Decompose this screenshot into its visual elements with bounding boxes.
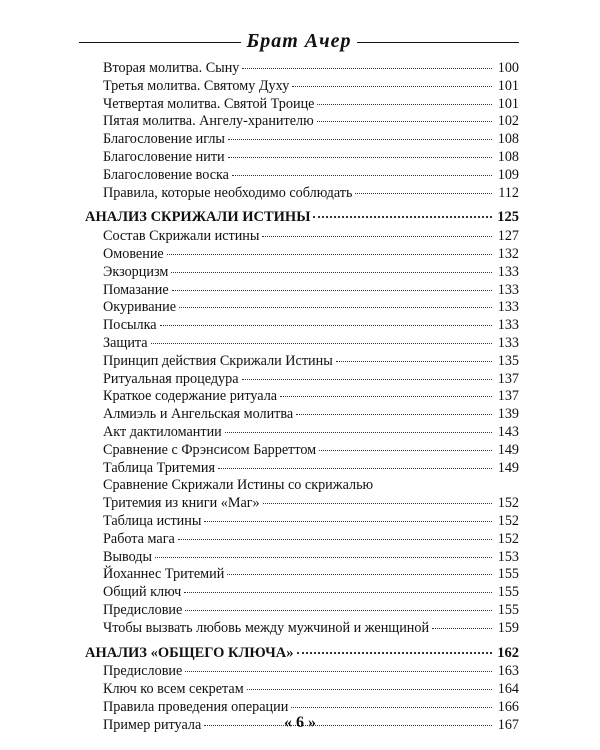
toc-section-entry[interactable] [85,645,519,663]
toc-entry[interactable] [85,663,519,681]
header-rule-right [357,42,519,43]
toc-entry[interactable] [85,335,519,353]
toc-entry-title: Предисловие [103,663,183,680]
dot-leader [185,670,492,672]
toc-entry[interactable] [85,131,519,149]
toc-entry-title: Чтобы вызвать любовь между мужчиной и женщиной [103,619,430,636]
toc-entry-page-number: 133 [497,317,519,334]
toc-entry-page-number: 108 [497,131,519,148]
toc-entry[interactable] [85,602,519,620]
toc-entry-title: Таблица Тритемия [103,459,215,476]
toc-entry-page-number: 167 [497,716,519,733]
dot-leader [262,235,492,237]
toc-entry-page-number: 155 [497,584,519,601]
toc-entry[interactable] [85,584,519,602]
toc-entry[interactable] [85,566,519,584]
dot-leader [313,215,492,218]
dot-leader [291,706,492,708]
toc-entry[interactable] [85,549,519,567]
dot-leader [185,609,492,611]
toc-entry[interactable] [85,495,519,513]
dot-leader [227,573,492,575]
toc-entry-page-number: 125 [497,209,519,226]
dot-leader [296,413,492,415]
toc-entry-page-number: 102 [497,113,519,130]
toc-entry-title: Состав Скрижали истины [103,228,260,245]
toc-entry-title: Ритуальная процедура [103,370,239,387]
toc-entry-page-number: 164 [497,681,519,698]
toc-entry-page-number: 133 [497,263,519,280]
toc-entry-page-number: 108 [497,148,519,165]
running-header [79,28,519,58]
dot-leader [171,271,492,273]
toc-entry-title: Благословение воска [103,166,229,183]
toc-entry-page-number: 132 [497,245,519,262]
dot-leader [228,156,492,158]
toc-section-entry[interactable] [85,209,519,227]
toc-entry-page-number: 139 [497,406,519,423]
toc-entry-title: Пример ритуала [103,716,202,733]
dot-leader [263,502,492,504]
dot-leader [297,651,492,654]
toc-entry-title: Пятая молитва. Ангелу-хранителю [103,113,314,130]
table-of-contents [85,60,519,734]
toc-entry[interactable] [85,317,519,335]
toc-entry[interactable] [85,406,519,424]
dot-leader [225,431,492,433]
toc-entry-title: Принцип действия Скрижали Истины [103,352,333,369]
dot-leader [184,591,492,593]
toc-entry[interactable] [85,78,519,96]
toc-entry-page-number: 149 [497,441,519,458]
dot-leader [317,103,492,105]
toc-entry[interactable] [85,388,519,406]
toc-entry[interactable] [85,513,519,531]
toc-entry-title: Четвертая молитва. Святой Троице [103,95,315,112]
toc-entry-page-number: 155 [497,566,519,583]
toc-entry[interactable] [85,620,519,638]
dot-leader [247,688,492,690]
toc-entry[interactable] [85,149,519,167]
toc-entry-page-number: 133 [497,299,519,316]
toc-entry-title: АНАЛИЗ «ОБЩЕГО КЛЮЧА» [85,644,294,661]
dot-leader [151,342,492,344]
toc-entry-page-number: 109 [497,166,519,183]
dot-leader [228,138,492,140]
toc-entry-title: Омовение [103,245,164,262]
toc-entry-page-number: 100 [497,60,519,76]
dot-leader [432,627,492,629]
toc-entry[interactable] [85,477,519,495]
toc-entry[interactable] [85,531,519,549]
toc-entry-page-number: 101 [497,95,519,112]
toc-entry-page-number: 133 [497,281,519,298]
toc-entry-page-number: 135 [497,352,519,369]
toc-entry-page-number: 137 [497,388,519,405]
toc-entry-title: Работа мага [103,530,175,547]
toc-entry[interactable] [85,60,519,78]
toc-entry-title: Сравнение Скрижали Истины со скрижалью [103,477,374,494]
toc-entry-title: Благословение нити [103,148,225,165]
dot-leader [167,253,492,255]
toc-entry-title: Правила проведения операции [103,698,289,715]
toc-entry[interactable] [85,460,519,478]
toc-entry-page-number: 127 [497,228,519,245]
toc-entry-title: Алмиэль и Ангельская молитва [103,406,294,423]
toc-entry[interactable] [85,681,519,699]
toc-entry[interactable] [85,113,519,131]
dot-leader [242,378,492,380]
dot-leader [155,556,492,558]
toc-entry-title: Благословение иглы [103,131,225,148]
toc-entry-page-number: 163 [497,663,519,680]
toc-entry-page-number: 133 [497,334,519,351]
toc-entry[interactable] [85,96,519,114]
dot-leader [218,467,492,469]
toc-entry-title: Выводы [103,548,153,565]
dot-leader [280,395,492,397]
toc-entry-page-number: 153 [497,548,519,565]
toc-entry[interactable] [85,424,519,442]
toc-entry-title: АНАЛИЗ СКРИЖАЛИ ИСТИНЫ [85,209,311,226]
toc-entry[interactable] [85,167,519,185]
toc-entry-title: Правила, которые необходимо соблюдать [103,184,353,201]
toc-entry-title: Йоханнес Тритемий [103,566,225,583]
toc-entry-title: Предисловие [103,601,183,618]
toc-entry-title: Акт дактиломантии [103,423,222,440]
toc-entry-page-number: 149 [497,459,519,476]
toc-entry-title: Помазание [103,281,169,298]
dot-leader [172,289,492,291]
dot-leader [292,85,492,87]
toc-entry[interactable] [85,371,519,389]
toc-entry[interactable] [85,442,519,460]
dot-leader [178,538,492,540]
toc-entry-title: Ключ ко всем секретам [103,681,244,698]
dot-leader [355,192,492,194]
toc-entry-page-number: 152 [497,530,519,547]
dot-leader [242,67,492,69]
toc-entry-page-number: 166 [497,698,519,715]
toc-entry[interactable] [85,282,519,300]
toc-entry[interactable] [85,264,519,282]
toc-entry-page-number: 143 [497,423,519,440]
toc-entry-title: Сравнение с Фрэнсисом Барреттом [103,441,317,458]
toc-entry-page-number: 152 [497,512,519,529]
toc-entry[interactable] [85,353,519,371]
toc-entry-title: Экзорцизм [103,263,169,280]
dot-leader [179,306,492,308]
dot-leader [204,520,492,522]
dot-leader [232,174,492,176]
toc-entry-title: Защита [103,334,148,351]
toc-entry[interactable] [85,246,519,264]
toc-entry[interactable] [85,228,519,246]
toc-entry-page-number: 137 [497,370,519,387]
toc-entry-title: Тритемия из книги «Маг» [103,495,260,512]
page-number: « 6 » [284,714,316,731]
toc-entry-page-number: 155 [497,601,519,618]
dot-leader [317,120,492,122]
dot-leader [336,360,492,362]
toc-entry-page-number: 112 [498,184,519,201]
toc-entry-page-number: 152 [497,495,519,512]
toc-entry-title: Вторая молитва. Сыну [103,60,240,76]
running-header-title: Брат Ачер [246,30,352,52]
toc-entry-page-number: 101 [497,77,519,94]
toc-entry[interactable] [85,185,519,203]
toc-entry-title: Окуривание [103,299,177,316]
toc-entry-title: Третья молитва. Святому Духу [103,77,290,94]
toc-entry-page-number: 162 [497,644,519,661]
toc-entry[interactable] [85,299,519,317]
dot-leader [160,324,492,326]
toc-entry-title: Посылка [103,317,157,334]
toc-entry-title: Общий ключ [103,584,182,601]
toc-entry-title: Краткое содержание ритуала [103,388,278,405]
toc-entry-title: Таблица истины [103,512,202,529]
toc-entry-page-number: 159 [497,619,519,636]
dot-leader [319,449,492,451]
